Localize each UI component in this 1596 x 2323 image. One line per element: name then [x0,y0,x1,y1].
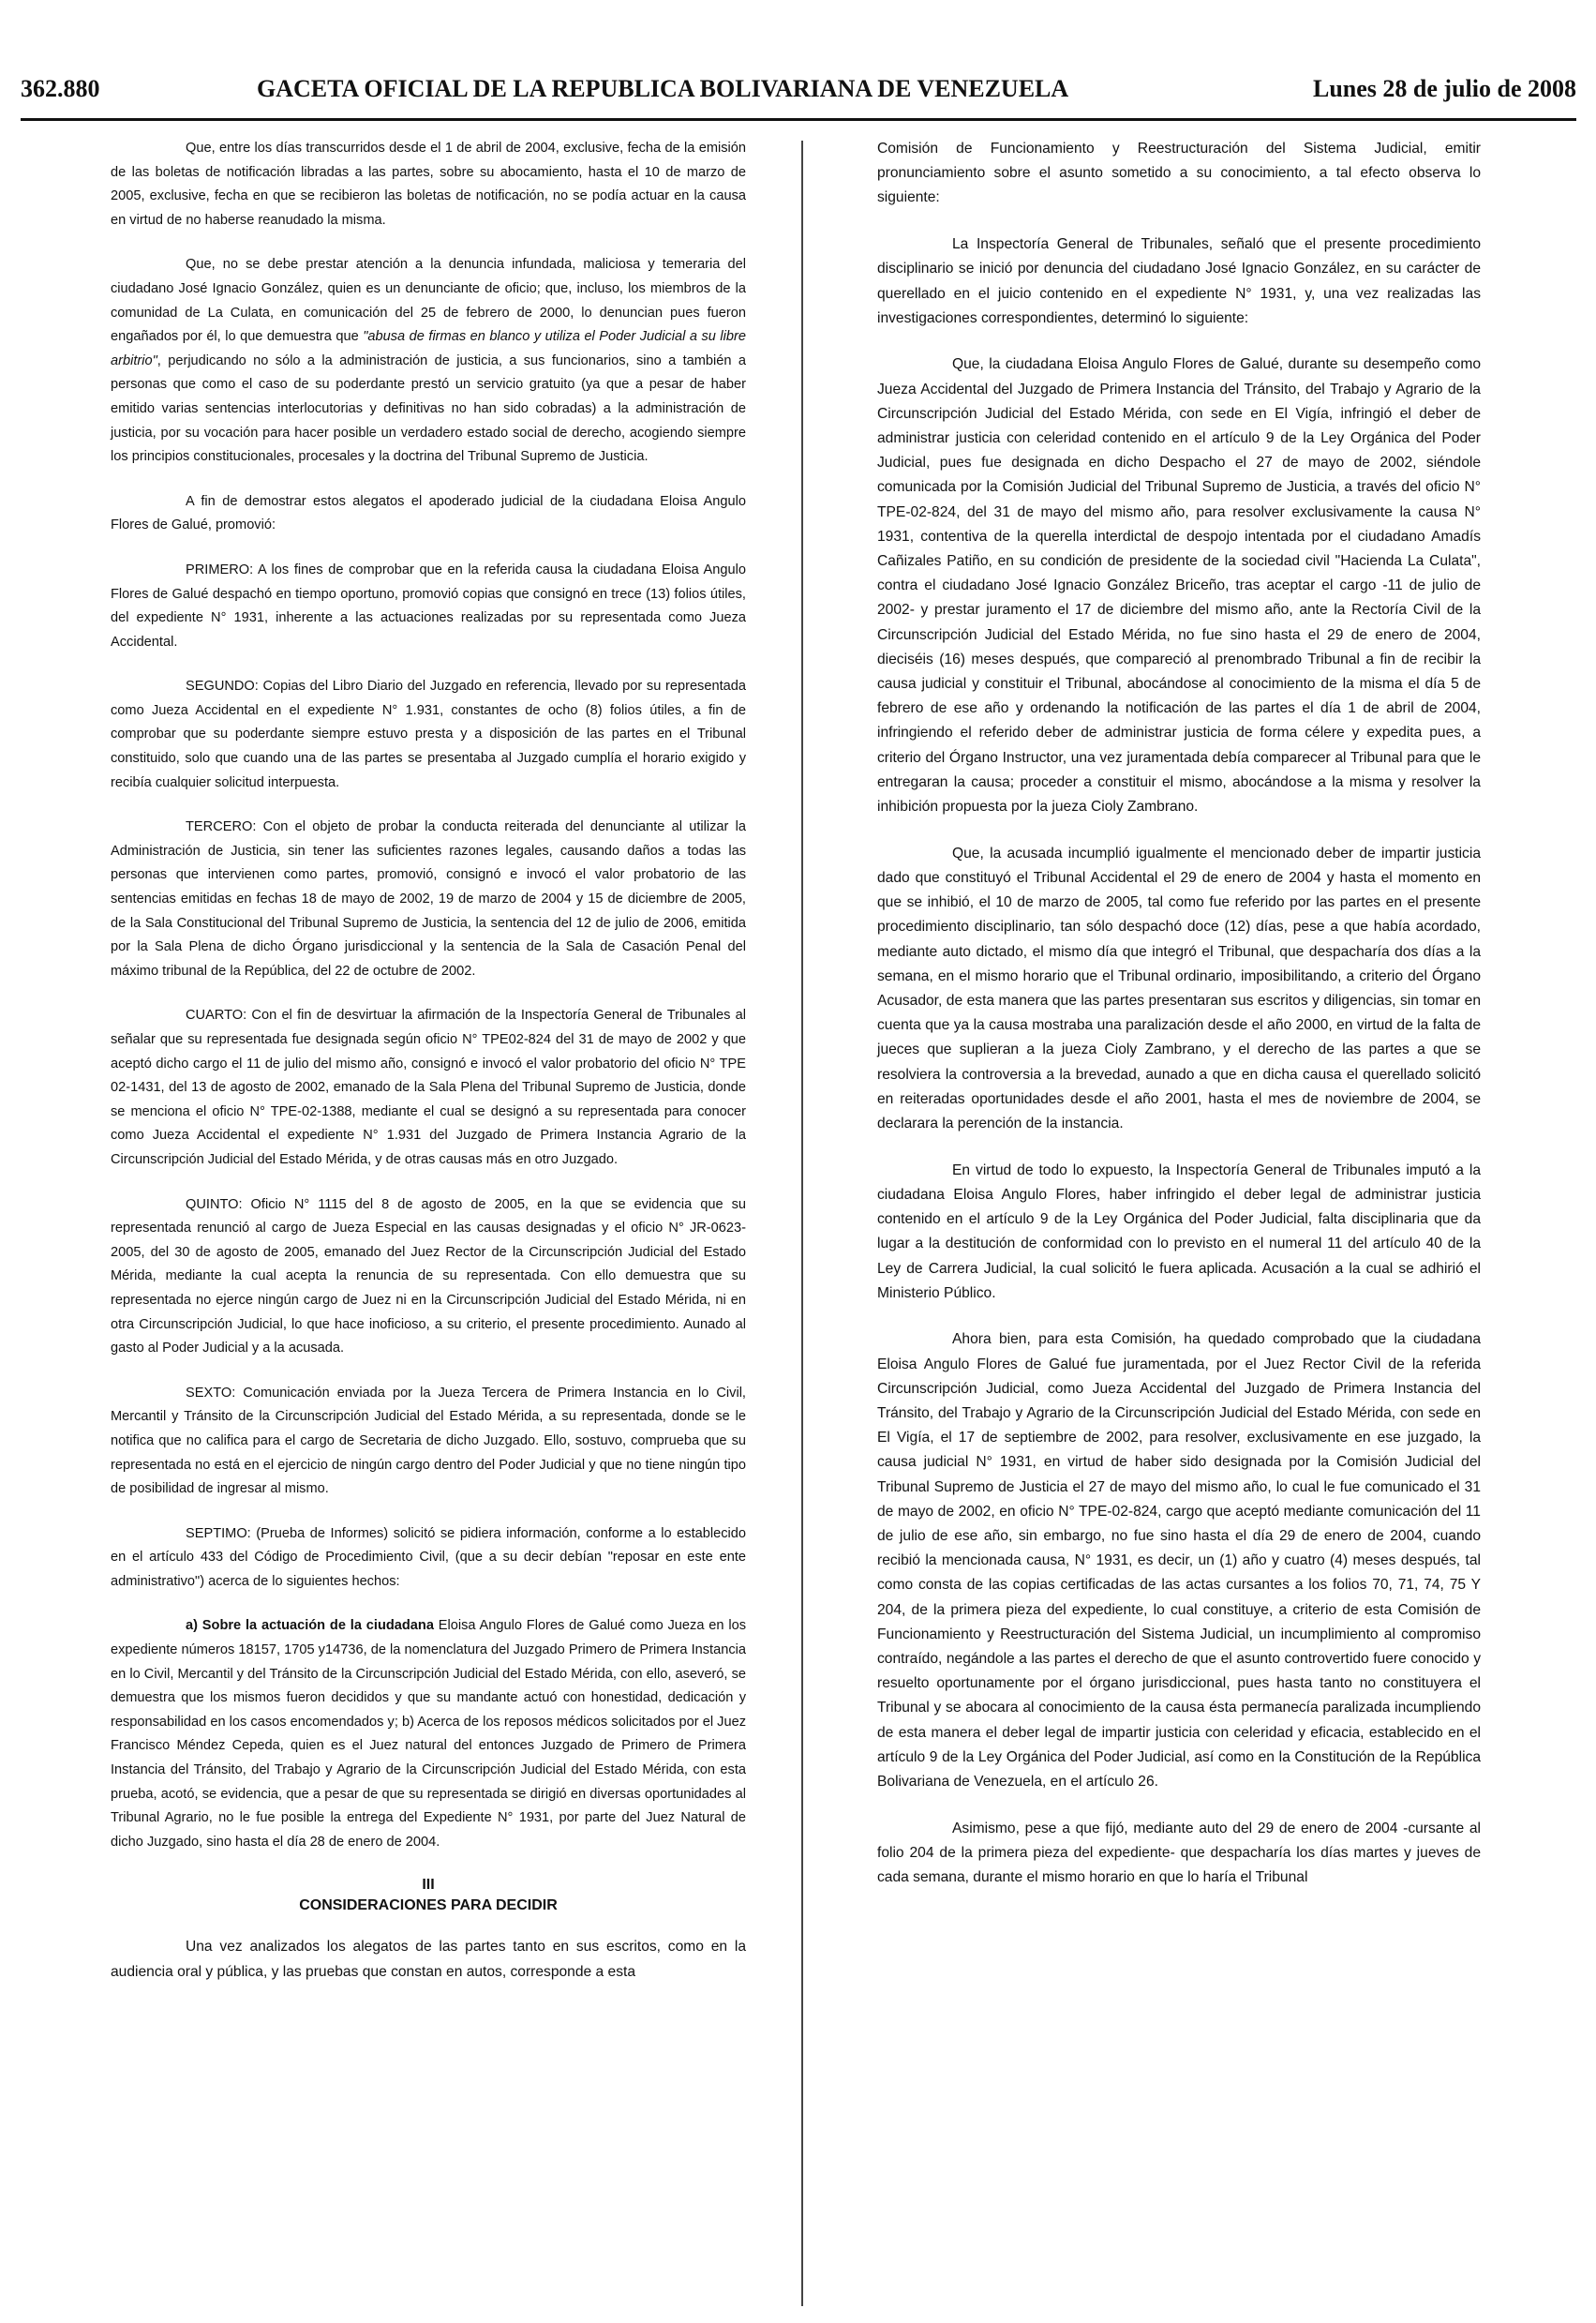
gazette-header [21,75,1576,122]
paragraph: PRIMERO: A los fines de comprobar que en la referida causa la ciudadana Eloisa Angulo Flores de Galué despachó en tiempo oportuno, promovió copias que consignó en trece (13) folios útiles, del expediente N° 1931, inherente a las actuaciones realizadas por su representada como Jueza Accidental. [111,562,746,650]
paragraph: SEPTIMO: (Prueba de Informes) solicitó se pidiera información, conforme a lo establecido en el artículo 433 del Código de Procedimiento Civil, (que a su decir debían "reposar en este ente administrativo") acerca de lo siguientes hechos: [111,1525,746,1589]
paragraph: Ahora bien, para esta Comisión, ha quedado comprobado que la ciudadana Eloisa Angulo Flores de Galué fue juramentada, por el Juez Rector Civil de la referida Circunscripción Judicial, como Jueza Accidental del Juzgado de Primera Instancia del Tránsito, del Trabajo y Agrario de la Circunscripción Judicial del Estado Mérida, con sede en El Vigía, el 17 de septiembre de 2002, para resolver, exclusivamente en ese juzgado, la causa judicial N° 1931, en virtud de haber sido designada por la Comisión Judicial del Tribunal Supremo de Justicia el 27 de mayo del mismo año, lo cual le fue comunicado el 31 de mayo de 2002, en oficio N° TPE-02-824, cargo que aceptó mediante comunicación del 11 de julio de ese año, sin embargo, no fue sino hasta el día 29 de enero de 2004, cuando recibió la mencionada causa, N° 1931, es decir, un (1) año y cuatro (4) meses después, tal como consta de las copias certificadas de las actas cursantes a los folios 70, 71, 74, 75 Y 204, de la primera pieza del expediente, lo cual constituye, a criterio de esta Comisión de Funcionamiento y Reestructuración del Sistema Judicial, un incumplimiento al compromiso contraído, negándole a las partes el derecho de que el asunto controvertido fuere conocido y resuelto oportunamente por el órgano jurisdiccional, pues hasta tanto no constituyera el Tribunal y se abocara al conocimiento de la causa ésta permanecía paralizada incumpliendo de esta manera el deber legal de impartir justicia con celeridad y eficacia, establecido en el artículo 9 de la Ley Orgánica del Poder Judicial, así como en la Constitución de la República Bolivariana de Venezuela, en el artículo 26. [877,1331,1481,1791]
section-number: III [422,1877,435,1894]
quoted-text: "abusa de firmas en blanco y utiliza el Poder Judicial a su libre arbitrio" [111,329,746,368]
paragraph: Una vez analizados los alegatos de las partes tanto en sus escritos, como en la audiencia oral y pública, y las pruebas que constan en autos, corresponde a esta [111,1939,746,1980]
paragraph: TERCERO: Con el objeto de probar la conducta reiterada del denunciante al utilizar la Administración de Justicia, sin tener las suficientes razones legales, causando daños a todas las personas que intervienen como partes, promovió, consignó e invocó el valor probatorio de las sentencias emitidas en fechas 18 de mayo de 2002, 19 de marzo de 2004 y 15 de diciembre de 2005, de la Sala Constitucional del Tribunal Supremo de Justicia, la sentencia del 12 de julio de 2006, emitida por la Sala Plena de dicho Órgano jurisdiccional y la sentencia de la Sala de Casación Penal del máximo tribunal de la República, del 22 de octubre de 2002. [111,819,746,979]
page-number: 362.880 [21,75,100,102]
right-column [877,137,1481,1912]
paragraph: Asimismo, pese a que fijó, mediante auto del 29 de enero de 2004 -cursante al folio 204 de la primera pieza del expediente- que despacharía los días martes y jueves de cada semana, durante el mismo horario en que lo haría el Tribunal [877,1820,1481,1886]
paragraph: Que, la acusada incumplió igualmente el mencionado deber de impartir justicia dado que constituyó el Tribunal Accidental el 29 de enero de 2004 y hasta el momento en que se inhibió, el 10 de marzo de 2005, tal como fue referido por las partes en el presente procedimiento disciplinario, tan sólo despachó doce (12) días, pese a que había acordado, mediante auto dictado, el mismo día que integró el Tribunal, que despacharía dos días a la semana, en el mismo horario que el Tribunal ordinario, imposibilitando, a criterio del Órgano Acusador, de esta manera que las partes presentaran sus escritos y diligencias, sin tomar en cuenta que ya la causa mostraba una paralización desde el año 2000, en virtud de la falta de jueces que suplieran a la jueza Cioly Zambrano, y el derecho de las partes a que se resolviera la controversia a la brevedad, aunado a que en dicha causa el querellado solicitó en reiteradas oportunidades desde el año 2001, hasta el mes de noviembre de 2004, se declarara la perención de la instancia. [877,845,1481,1132]
paragraph: a) Sobre la actuación de la ciudadana Eloisa Angulo Flores de Galué como Jueza en los expediente números 18157, 1705 y14736, de la nomenclatura del Juzgado Primero de Primera Instancia en lo Civil, Mercantil y del Tránsito de la Circunscripción Judicial del Estado Mérida, con ello, aseveró, se demuestra que los mismos fueron decididos y que su mandante actuó con honestidad, dedicación y responsabilidad en los casos encomendados y; b) Acerca de los reposos médicos solicitados por el Juez Francisco Méndez Cepeda, quien es el Juez natural del entonces Juzgado de Primero de Primera Instancia del Tránsito, del Trabajo y Agrario de la Circunscripción Judicial del Estado Mérida, con esta prueba, acotó, se evidencia, que a pesar de que su representada se dirigió en diversas oportunidades al Tribunal Agrario, no le fue posible la entrega del Expediente N° 1931, por parte del Juez Natural de dicho Juzgado, sino hasta el día 28 de enero de 2004. [111,1618,746,1850]
issue-date: Lunes 28 de julio de 2008 [1313,75,1576,102]
paragraph: Comisión de Funcionamiento y Reestructuración del Sistema Judicial, emitir pronunciamiento sobre el asunto sometido a su conocimiento, a tal efecto observa lo siguiente: [877,141,1481,206]
paragraph: Que, la ciudadana Eloisa Angulo Flores de Galué, durante su desempeño como Jueza Accidental del Juzgado de Primera Instancia del Tránsito, del Trabajo y Agrario de la Circunscripción Judicial del Estado Mérida, con sede en El Vigía, infringió el deber de administrar justicia con celeridad contenido en el artículo 9 de la Ley Orgánica del Poder Judicial, pues fue designada en dicho Despacho el 27 de mayo de 2002, siéndole comunicada por la Comisión Judicial del Tribunal Supremo de Justicia, a través del oficio N° TPE-02-824, del 31 de mayo del mismo año, para resolver exclusivamente la causa N° 1931, contentiva de la querella interdictal de despojo intentada por el ciudadano Amadís Cañizales Patiño, en su condición de presidente de la sociedad civil "Hacienda La Culata", contra el ciudadano José Ignacio González Briceño, tras aceptar el cargo -11 de julio de 2002- y prestar juramento el 17 de diciembre del mismo año, ante la Rectoría Civil de la Circunscripción Judicial del Estado Mérida, no fue sino hasta el 29 de enero de 2004, dieciséis (16) meses después, que compareció al prenombrado Tribunal a fin de recibir la causa judicial y constituir el Tribunal, abocándose al conocimiento de la misma el día 5 de febrero de ese año y ordenando la notificación de las partes el día 1 de abril de 2004, infringiendo el referido deber de administrar justicia de forma célere y expedita pues, a criterio del Órgano Instructor, una vez juramentada debía comparecer al Tribunal para que le entregaran la causa; proceder a constituir el mismo, abocándose a la misma y resolver la inhibición propuesta por la jueza Cioly Zambrano. [877,356,1481,816]
paragraph: La Inspectoría General de Tribunales, señaló que el presente procedimiento disciplinario se inició por denuncia del ciudadano José Ignacio González, en su carácter de querellado en el juicio contenido en el expediente N° 1931, y, una vez realizadas las investigaciones correspondientes, determinó lo siguiente: [877,236,1481,326]
paragraph: QUINTO: Oficio N° 1115 del 8 de agosto de 2005, en la que se evidencia que su representada renunció al cargo de Jueza Especial en las causas designadas y el oficio N° JR-0623- 2005, del 30 de agosto de 2005, emanado del Juez Rector de la Circunscripción Judicial del Estado Mérida, mediante la cual acepta la renuncia de su representada. Con ello demuestra que su representada no ejerce ningún cargo de Juez ni en la Circunscripción Judicial del Estado Mérida, ni en otra Circunscripción Judicial, lo que hace inoficioso, a su criterio, el presente procedimiento. Aunado al gasto al Poder Judicial y a la acusada. [111,1196,746,1356]
paragraph: A fin de demostrar estos alegatos el apoderado judicial de la ciudadana Eloisa Angulo Flores de Galué, promovió: [111,493,746,533]
paragraph: En virtud de todo lo expuesto, la Inspectoría General de Tribunales imputó a la ciudadana Eloisa Angulo Flores, haber infringido el deber legal de administrar justicia contenido en el artículo 9 de la Ley Orgánica del Poder Judicial, falta disciplinaria que da lugar a la destitución de conformidad con lo previsto en el numeral 11 del artículo 40 de la Ley de Carrera Judicial, la cual solicitó le fuera aplicada. Acusación a la cual se adhirió el Ministerio Público. [877,1162,1481,1301]
publication-title: GACETA OFICIAL DE LA REPUBLICA BOLIVARIANA DE VENEZUELA [257,75,1069,102]
header-rule [21,118,1576,121]
paragraph: Que, entre los días transcurridos desde el 1 de abril de 2004, exclusive, fecha de la emisión de las boletas de notificación libradas a las partes, sobre su abocamiento, hasta el 10 de marzo de 2005, exclusive, fecha en que se recibieron las boletas de notificación, no se podía actuar en la causa en virtud de no haberse reanudado la misma. [111,141,746,228]
paragraph: SEXTO: Comunicación enviada por la Jueza Tercera de Primera Instancia en lo Civil, Mercantil y Tránsito de la Circunscripción Judicial del Estado Mérida, a su representada, donde se le notifica que no califica para el cargo de Secretaria de dicho Juzgado. Ello, sostuvo, comprueba que su representada no está en el ejercicio de ningún cargo dentro del Poder Judicial y que no tiene ningún tipo de posibilidad de ingresar al mismo. [111,1385,746,1497]
paragraph: SEGUNDO: Copias del Libro Diario del Juzgado en referencia, llevado por su representada como Jueza Accidental en el expediente N° 1.931, constantes de ocho (8) folios útiles, a fin de comprobar que su poderdante siempre estuvo presta y a disposición de las partes en el Tribunal constituido, solo que cuando una de las partes se presentaba al Juzgado cumplía el horario exigido y recibía cualquier solicitud interpuesta. [111,679,746,790]
paragraph: CUARTO: Con el fin de desvirtuar la afirmación de la Inspectoría General de Tribunales al señalar que su representada fue designada según oficio N° TPE02-824 del 31 de mayo de 2002 y que aceptó dicho cargo el 11 de julio del mismo año, consignó e invocó el valor probatorio del oficio N° TPE 02-1431, del 13 de agosto de 2002, emanado de la Sala Plena del Tribunal Supremo de Justicia, donde se menciona el oficio N° TPE-02-1388, mediante el cual se designó a su representada para conocer como Jueza Accidental el expediente N° 1.931 del Juzgado de Primera Instancia Agrario de la Circunscripción Judicial del Estado Mérida, y de otras causas más en otro Juzgado. [111,1008,746,1167]
section-heading [111,1875,746,1916]
section-title: CONSIDERACIONES PARA DECIDIR [299,1897,558,1914]
paragraph: Que, no se debe prestar atención a la denuncia infundada, maliciosa y temeraria del ciudadano José Ignacio González, quien es un denunciante de oficio; que, incluso, los miembros de la comunidad de La Culata, en comunicación del 25 de febrero de 2000, lo denuncian pues fueron engañados por él, lo que demuestra que "abusa de firmas en blanco y utiliza el Poder Judicial a su libre arbitrio", perjudicando no sólo a la administración de justicia, a sus funcionarios, sino a también a personas que como el caso de su poderdante prestó un servicio gratuito (ya que a pesar de haber emitido varias sentencias interlocutorias y definitivas no han sido cobradas) a la administración de justicia, por su vocación para hacer posible un verdadero estado social de derecho, acogiendo siempre los principios constitucionales, procesales y la doctrina del Tribunal Supremo de Justicia. [111,257,746,465]
left-column [111,137,746,2006]
column-divider [801,141,803,2306]
